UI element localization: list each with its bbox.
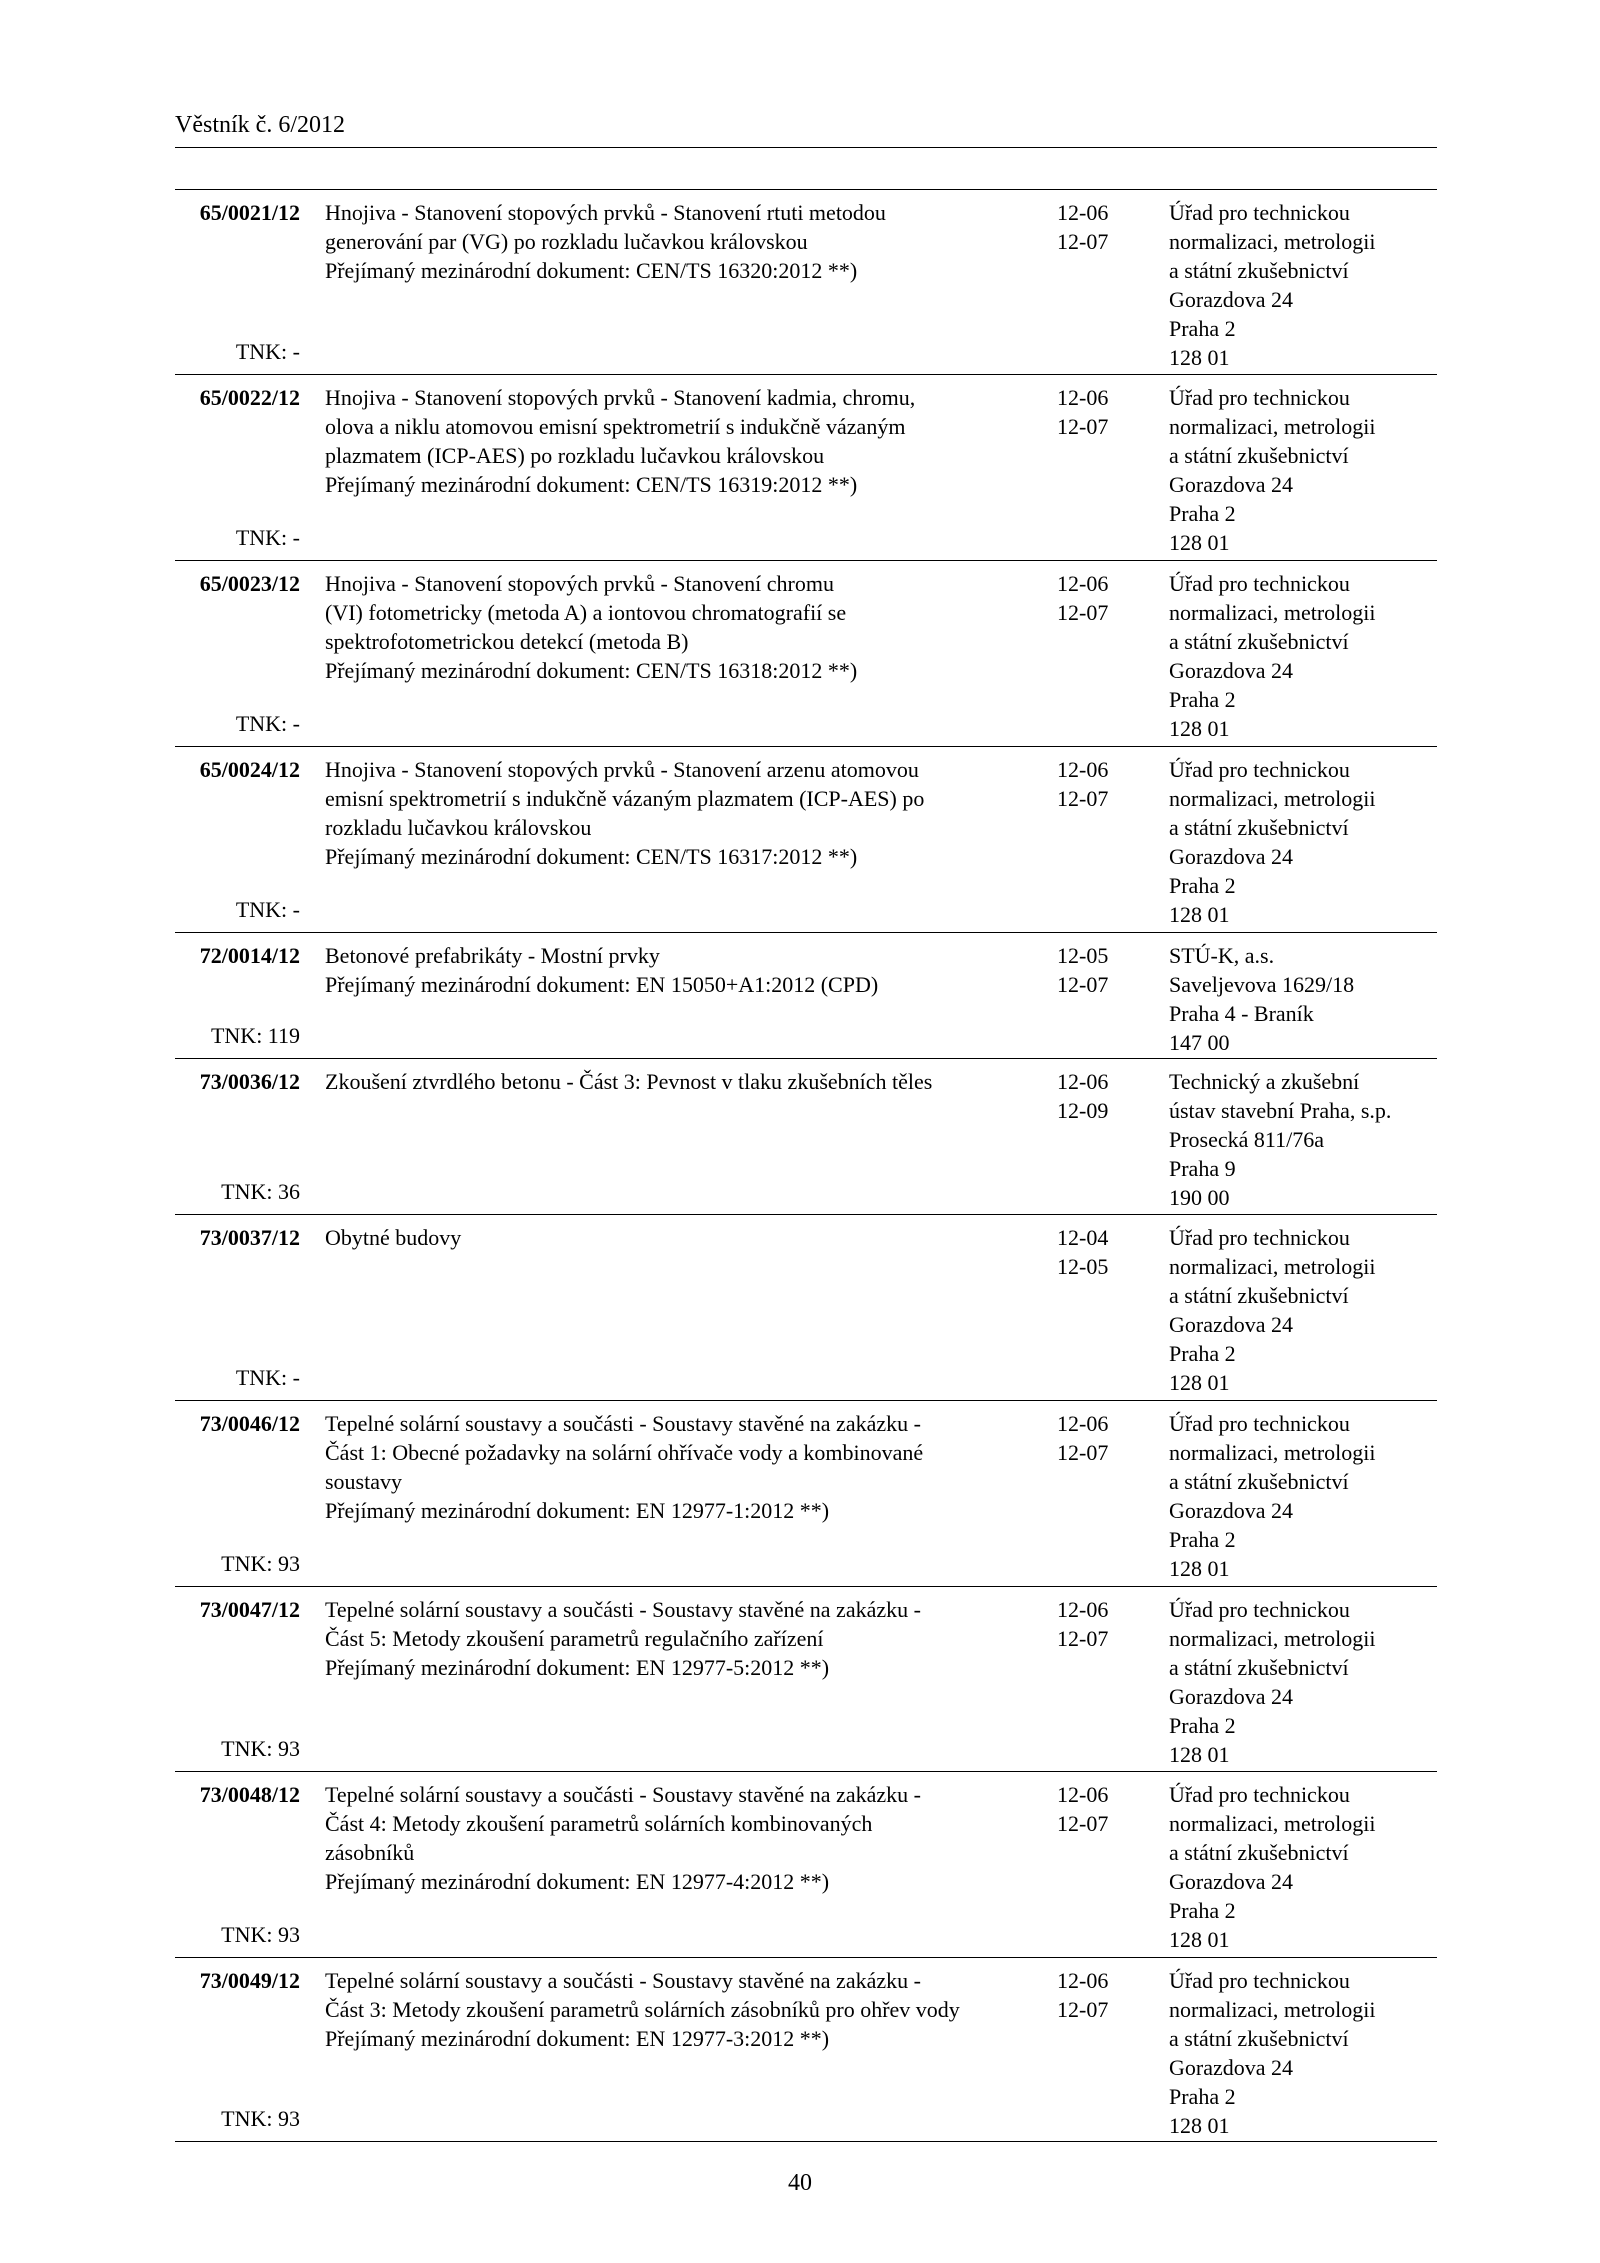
record-id: 73/0046/12 [199, 1411, 300, 1436]
tnk-label: TNK: 36 [221, 1179, 300, 1204]
table-row [175, 933, 1437, 1059]
title-line: Obytné budovy [325, 1225, 462, 1250]
organization-line: a státní zkušebnictví [1169, 815, 1349, 840]
record-dates [1057, 198, 1137, 256]
title-line: Část 3: Metody zkoušení parametrů solárních zásobníků pro ohřev vody [325, 1997, 960, 2022]
date-value: 12-07 [1057, 600, 1109, 625]
organization-line: 128 01 [1169, 716, 1230, 741]
page-header [175, 110, 1437, 148]
record-id-cell [175, 1966, 300, 2133]
date-value: 12-06 [1057, 385, 1109, 410]
date-value: 12-07 [1057, 1440, 1109, 1465]
organization-line: a státní zkušebnictví [1169, 629, 1349, 654]
organization-line: Praha 2 [1169, 1527, 1236, 1552]
organization-line: Úřad pro technickou [1169, 757, 1350, 782]
organization-line: normalizaci, metrologii [1169, 414, 1376, 439]
date-value: 12-07 [1057, 229, 1109, 254]
organization-line: Saveljevova 1629/18 [1169, 972, 1355, 997]
record-id: 73/0049/12 [199, 1968, 300, 1993]
organization-line: Úřad pro technickou [1169, 571, 1350, 596]
title-line: Přejímaný mezinárodní dokument: EN 15050+A1:2012 (CPD) [325, 972, 879, 997]
table-row [175, 190, 1437, 375]
organization-line: Úřad pro technickou [1169, 1411, 1350, 1436]
table-row [175, 1059, 1437, 1215]
title-line: zásobníků [325, 1840, 415, 1865]
date-value: 12-07 [1057, 414, 1109, 439]
title-line: soustavy [325, 1469, 402, 1494]
organization-line: ústav stavební Praha, s.p. [1169, 1098, 1392, 1123]
title-line: Přejímaný mezinárodní dokument: CEN/TS 16320:2012 **) [325, 258, 858, 283]
table-row [175, 1587, 1437, 1772]
record-organization [1169, 1409, 1439, 1583]
record-dates [1057, 1780, 1137, 1838]
title-line: Přejímaný mezinárodní dokument: CEN/TS 16319:2012 **) [325, 472, 858, 497]
date-value: 12-07 [1057, 1811, 1109, 1836]
organization-line: 128 01 [1169, 1742, 1230, 1767]
record-organization [1169, 1966, 1439, 2140]
title-line: Přejímaný mezinárodní dokument: EN 12977-1:2012 **) [325, 1498, 830, 1523]
organization-line: Gorazdova 24 [1169, 1312, 1294, 1337]
record-dates [1057, 1067, 1137, 1125]
organization-line: Praha 2 [1169, 2084, 1236, 2109]
title-line: Betonové prefabrikáty - Mostní prvky [325, 943, 660, 968]
organization-line: Úřad pro technickou [1169, 385, 1350, 410]
record-dates [1057, 755, 1137, 813]
date-value: 12-05 [1057, 943, 1109, 968]
record-id: 72/0014/12 [199, 943, 300, 968]
record-id-cell [175, 1595, 300, 1763]
organization-line: 128 01 [1169, 1556, 1230, 1581]
organization-line: normalizaci, metrologii [1169, 786, 1376, 811]
organization-line: a státní zkušebnictví [1169, 1840, 1349, 1865]
title-line: Přejímaný mezinárodní dokument: CEN/TS 16317:2012 **) [325, 844, 858, 869]
organization-line: normalizaci, metrologii [1169, 1997, 1376, 2022]
organization-line: Gorazdova 24 [1169, 1684, 1294, 1709]
record-dates [1057, 569, 1137, 627]
organization-line: Úřad pro technickou [1169, 1225, 1350, 1250]
date-value: 12-07 [1057, 1997, 1109, 2022]
table-row [175, 1215, 1437, 1401]
date-value: 12-05 [1057, 1254, 1109, 1279]
organization-line: Praha 2 [1169, 687, 1236, 712]
record-dates [1057, 941, 1137, 999]
date-value: 12-06 [1057, 1411, 1109, 1436]
title-line: Přejímaný mezinárodní dokument: EN 12977-4:2012 **) [325, 1869, 830, 1894]
date-value: 12-09 [1057, 1098, 1109, 1123]
organization-line: Praha 2 [1169, 316, 1236, 341]
record-organization [1169, 198, 1439, 372]
organization-line: Prosecká 811/76a [1169, 1127, 1324, 1152]
tnk-label: TNK: - [235, 339, 300, 364]
organization-line: Úřad pro technickou [1169, 1597, 1350, 1622]
title-line: Tepelné solární soustavy a součásti - Soustavy stavěné na zakázku - [325, 1968, 921, 1993]
organization-line: Gorazdova 24 [1169, 287, 1294, 312]
date-value: 12-06 [1057, 1968, 1109, 1993]
title-line: Část 4: Metody zkoušení parametrů solárních kombinovaných [325, 1811, 873, 1836]
title-line: Tepelné solární soustavy a součásti - Soustavy stavěné na zakázku - [325, 1597, 921, 1622]
organization-line: Praha 2 [1169, 1713, 1236, 1738]
title-line: emisní spektrometrií s indukčně vázaným plazmatem (ICP-AES) po [325, 786, 925, 811]
title-line: Zkoušení ztvrdlého betonu - Část 3: Pevnost v tlaku zkušebních těles [325, 1069, 933, 1094]
record-dates [1057, 1409, 1137, 1467]
tnk-label: TNK: - [235, 897, 300, 922]
organization-line: Gorazdova 24 [1169, 1869, 1294, 1894]
tnk-label: TNK: - [235, 1365, 300, 1390]
title-line: Část 1: Obecné požadavky na solární ohřívače vody a kombinované [325, 1440, 924, 1465]
title-line: Část 5: Metody zkoušení parametrů regulačního zařízení [325, 1626, 824, 1651]
organization-line: a státní zkušebnictví [1169, 1655, 1349, 1680]
record-id: 65/0023/12 [199, 571, 300, 596]
date-value: 12-06 [1057, 1069, 1109, 1094]
title-line: spektrofotometrickou detekcí (metoda B) [325, 629, 689, 654]
record-id-cell [175, 383, 300, 552]
organization-line: normalizaci, metrologii [1169, 1811, 1376, 1836]
record-id: 65/0021/12 [199, 200, 300, 225]
organization-line: 128 01 [1169, 1370, 1230, 1395]
record-id-cell [175, 1409, 300, 1578]
organization-line: STÚ-K, a.s. [1169, 943, 1275, 968]
page-number: 40 [788, 2170, 812, 2196]
date-value: 12-06 [1057, 200, 1109, 225]
record-id: 65/0022/12 [199, 385, 300, 410]
title-line: rozkladu lučavkou královskou [325, 815, 592, 840]
record-id-cell [175, 1780, 300, 1949]
organization-line: 128 01 [1169, 530, 1230, 555]
record-organization [1169, 383, 1439, 557]
date-value: 12-07 [1057, 786, 1109, 811]
tnk-label: TNK: 93 [221, 1551, 300, 1576]
record-organization [1169, 941, 1439, 1057]
record-id-cell [175, 1223, 300, 1392]
title-line: Přejímaný mezinárodní dokument: CEN/TS 16318:2012 **) [325, 658, 858, 683]
record-id: 73/0048/12 [199, 1782, 300, 1807]
organization-line: a státní zkušebnictví [1169, 443, 1349, 468]
record-id: 73/0047/12 [199, 1597, 300, 1622]
date-value: 12-04 [1057, 1225, 1109, 1250]
record-organization [1169, 1223, 1439, 1397]
table-row [175, 1772, 1437, 1958]
title-line: plazmatem (ICP-AES) po rozkladu lučavkou královskou [325, 443, 825, 468]
record-id: 73/0036/12 [199, 1069, 300, 1094]
record-organization [1169, 569, 1439, 743]
date-value: 12-06 [1057, 571, 1109, 596]
record-id-cell [175, 198, 300, 366]
organization-line: Gorazdova 24 [1169, 472, 1294, 497]
organization-line: a státní zkušebnictví [1169, 258, 1349, 283]
tnk-label: TNK: - [235, 711, 300, 736]
title-line: Hnojiva - Stanovení stopových prvků - Stanovení kadmia, chromu, [325, 385, 916, 410]
organization-line: a státní zkušebnictví [1169, 1283, 1349, 1308]
tnk-label: TNK: 119 [210, 1023, 300, 1048]
date-value: 12-07 [1057, 972, 1109, 997]
standards-table [175, 189, 1437, 2142]
organization-line: Praha 2 [1169, 1898, 1236, 1923]
title-line: generování par (VG) po rozkladu lučavkou královskou [325, 229, 808, 254]
title-line: Hnojiva - Stanovení stopových prvků - Stanovení rtuti metodou [325, 200, 886, 225]
date-value: 12-06 [1057, 1597, 1109, 1622]
organization-line: normalizaci, metrologii [1169, 1626, 1376, 1651]
page-header-title: Věstník č. 6/2012 [175, 112, 345, 138]
table-row [175, 747, 1437, 933]
organization-line: Praha 2 [1169, 873, 1236, 898]
organization-line: Úřad pro technickou [1169, 1968, 1350, 1993]
date-value: 12-06 [1057, 1782, 1109, 1807]
record-dates [1057, 1595, 1137, 1653]
record-id: 73/0037/12 [199, 1225, 300, 1250]
title-line: Hnojiva - Stanovení stopových prvků - Stanovení chromu [325, 571, 834, 596]
record-id-cell [175, 569, 300, 738]
organization-line: Úřad pro technickou [1169, 1782, 1350, 1807]
record-id-cell [175, 755, 300, 924]
organization-line: Praha 9 [1169, 1156, 1236, 1181]
tnk-label: TNK: 93 [221, 1736, 300, 1761]
organization-line: 128 01 [1169, 1927, 1230, 1952]
date-value: 12-07 [1057, 1626, 1109, 1651]
table-row [175, 1401, 1437, 1587]
record-id-cell [175, 941, 300, 1050]
table-row [175, 375, 1437, 561]
record-organization [1169, 1595, 1439, 1769]
date-value: 12-06 [1057, 757, 1109, 782]
organization-line: 128 01 [1169, 2113, 1230, 2138]
organization-line: normalizaci, metrologii [1169, 229, 1376, 254]
record-dates [1057, 383, 1137, 441]
organization-line: normalizaci, metrologii [1169, 1440, 1376, 1465]
record-dates [1057, 1223, 1137, 1281]
title-line: Tepelné solární soustavy a součásti - Soustavy stavěné na zakázku - [325, 1782, 921, 1807]
organization-line: 190 00 [1169, 1185, 1230, 1210]
organization-line: Gorazdova 24 [1169, 658, 1294, 683]
organization-line: Úřad pro technickou [1169, 200, 1350, 225]
organization-line: Praha 2 [1169, 501, 1236, 526]
record-organization [1169, 1067, 1439, 1212]
title-line: olova a niklu atomovou emisní spektrometrií s indukčně vázaným [325, 414, 906, 439]
organization-line: 147 00 [1169, 1030, 1230, 1055]
record-organization [1169, 1780, 1439, 1954]
table-row [175, 561, 1437, 747]
record-organization [1169, 755, 1439, 929]
title-line: Přejímaný mezinárodní dokument: EN 12977-5:2012 **) [325, 1655, 830, 1680]
organization-line: 128 01 [1169, 345, 1230, 370]
title-line: Přejímaný mezinárodní dokument: EN 12977-3:2012 **) [325, 2026, 830, 2051]
organization-line: a státní zkušebnictví [1169, 1469, 1349, 1494]
record-id: 65/0024/12 [199, 757, 300, 782]
tnk-label: TNK: 93 [221, 1922, 300, 1947]
organization-line: Gorazdova 24 [1169, 1498, 1294, 1523]
organization-line: Gorazdova 24 [1169, 2055, 1294, 2080]
organization-line: a státní zkušebnictví [1169, 2026, 1349, 2051]
title-line: Tepelné solární soustavy a součásti - Soustavy stavěné na zakázku - [325, 1411, 921, 1436]
organization-line: 128 01 [1169, 902, 1230, 927]
record-dates [1057, 1966, 1137, 2024]
organization-line: Gorazdova 24 [1169, 844, 1294, 869]
organization-line: Praha 2 [1169, 1341, 1236, 1366]
title-line: (VI) fotometricky (metoda A) a iontovou chromatografií se [325, 600, 847, 625]
title-line: Hnojiva - Stanovení stopových prvků - Stanovení arzenu atomovou [325, 757, 919, 782]
organization-line: Technický a zkušební [1169, 1069, 1360, 1094]
organization-line: normalizaci, metrologii [1169, 600, 1376, 625]
organization-line: Praha 4 - Braník [1169, 1001, 1314, 1026]
tnk-label: TNK: 93 [221, 2106, 300, 2131]
organization-line: normalizaci, metrologii [1169, 1254, 1376, 1279]
record-id-cell [175, 1067, 300, 1206]
table-row [175, 1958, 1437, 2142]
tnk-label: TNK: - [235, 525, 300, 550]
